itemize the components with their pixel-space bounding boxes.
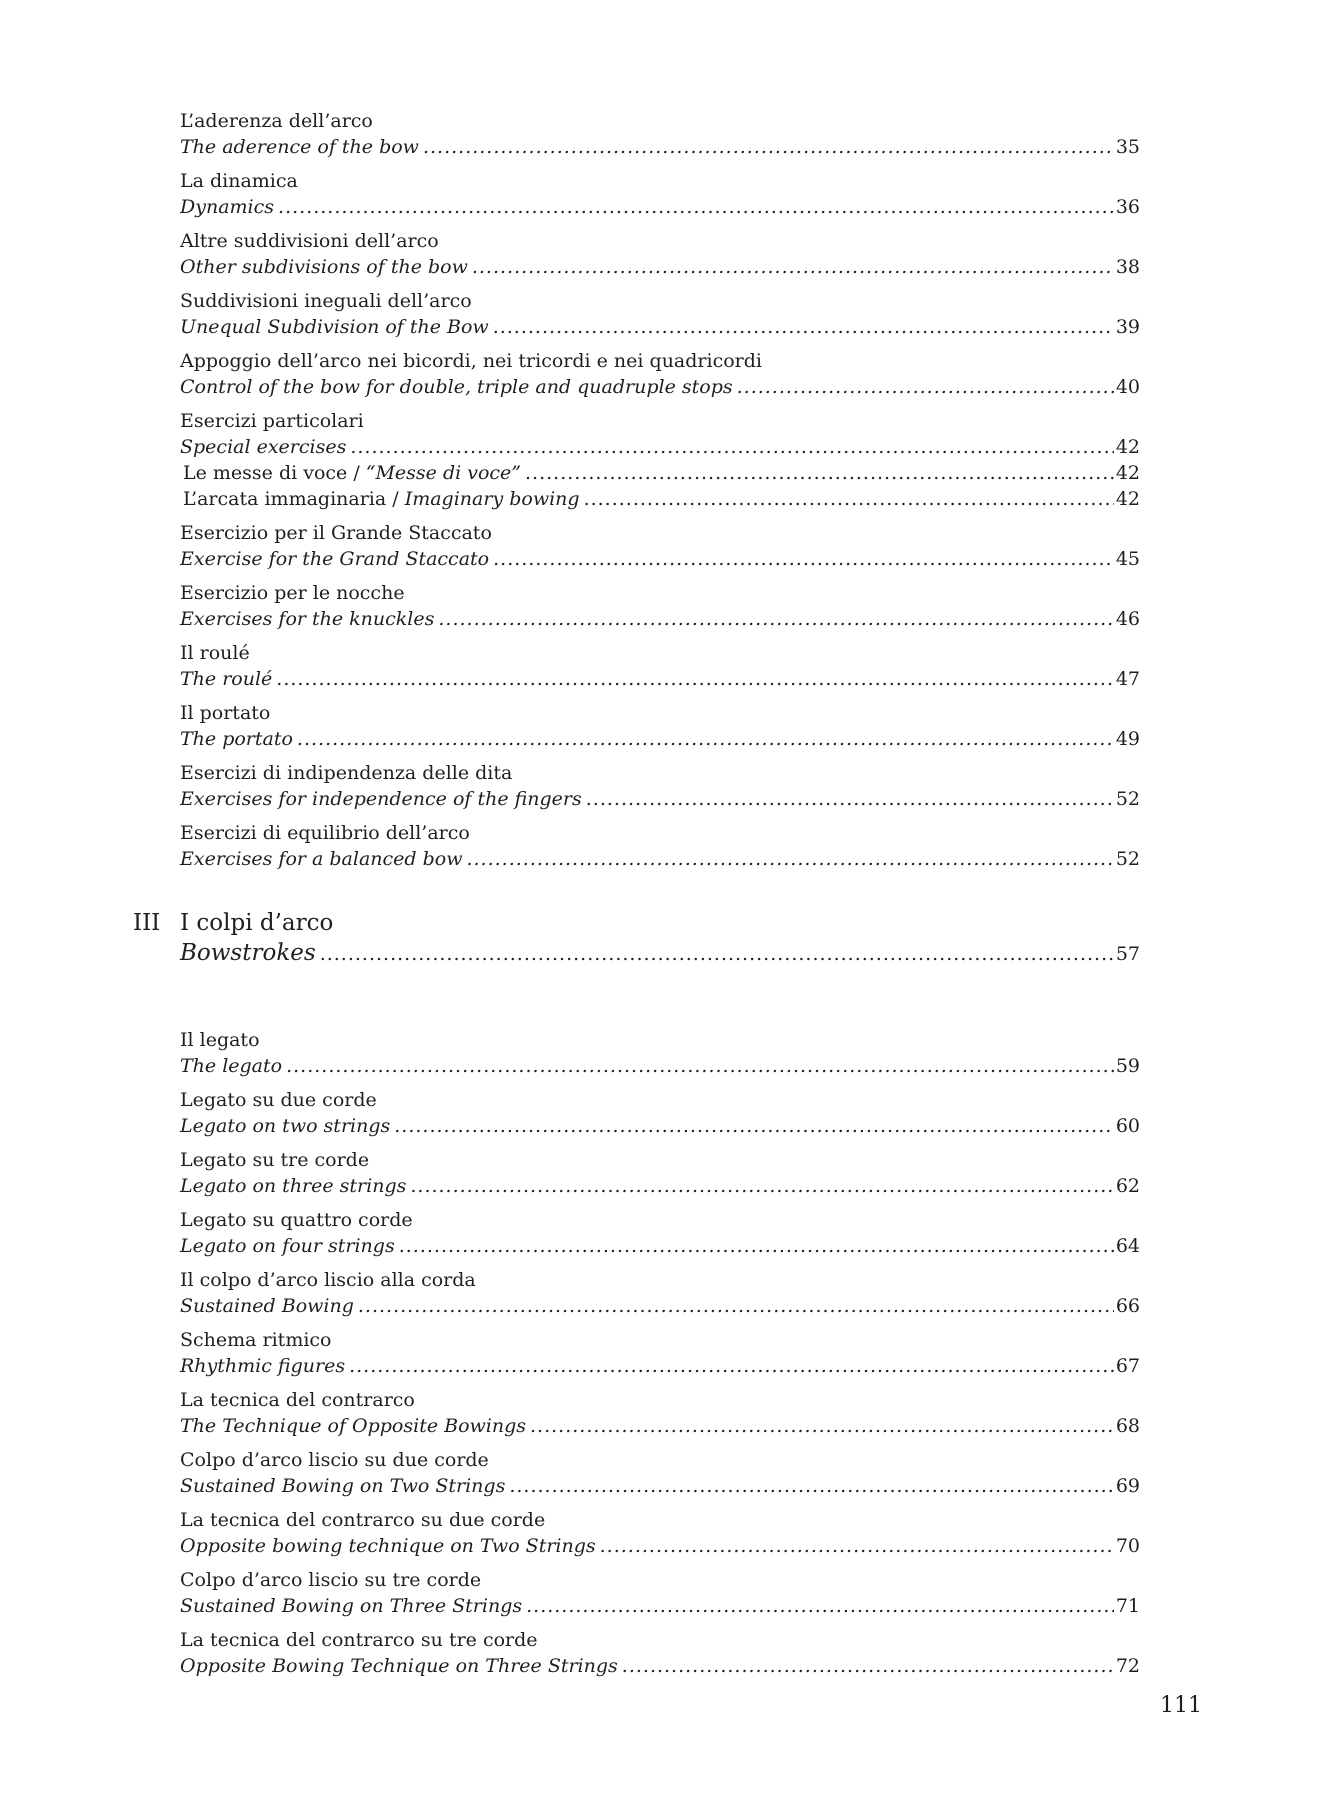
leader-dots — [509, 1473, 1113, 1499]
chapter-english-title: Bowstrokes — [180, 940, 316, 966]
entry-english-title: Dynamics — [180, 196, 275, 218]
entry-english-row — [180, 1353, 1140, 1379]
entry-english-row — [180, 194, 1140, 220]
leader-dots — [297, 726, 1114, 752]
leader-dots — [399, 1233, 1114, 1259]
entry-english-row — [180, 606, 1140, 632]
toc-entry — [180, 1207, 1140, 1259]
toc-entry — [180, 700, 1140, 752]
entry-english-row — [180, 546, 1140, 572]
entry-english-row — [180, 374, 1140, 400]
entry-english-row — [180, 134, 1140, 160]
entry-english-title: Opposite Bowing Technique on Three Strings — [180, 1655, 618, 1677]
page-number: 70 — [1115, 1535, 1140, 1557]
entry-italian-title: La tecnica del contrarco su due corde — [180, 1509, 546, 1531]
entry-english-title: Exercises for a balanced bow — [180, 848, 463, 870]
toc-entry — [180, 1447, 1140, 1499]
table-of-contents — [133, 108, 1140, 1687]
entry-english-row — [180, 666, 1140, 692]
leader-dots — [410, 1173, 1113, 1199]
entry-english-title: Exercise for the Grand Staccato — [180, 548, 490, 570]
entry-italian-title: Esercizio per il Grande Staccato — [180, 522, 492, 544]
toc-entry — [180, 520, 1140, 572]
entry-english-row — [180, 1413, 1140, 1439]
sub-entry-row — [180, 486, 1140, 512]
leader-dots — [276, 666, 1114, 692]
entry-english-title: The Technique of Opposite Bowings — [180, 1415, 526, 1437]
entry-english-row — [180, 1473, 1140, 1499]
entry-english-row — [180, 786, 1140, 812]
page-number: 47 — [1115, 668, 1140, 690]
sub-entry-row — [180, 460, 1140, 486]
entry-english-row — [180, 1533, 1140, 1559]
entry-english-title: The roulé — [180, 668, 273, 690]
entry-english-row — [180, 434, 1140, 460]
entry-italian-title: L’aderenza dell’arco — [180, 110, 373, 132]
page-number: 42 — [1115, 488, 1140, 510]
page-number: 46 — [1115, 608, 1140, 630]
chapter-numeral: III — [133, 910, 161, 936]
leader-dots — [472, 254, 1114, 280]
sub-entries — [180, 460, 1140, 512]
leader-dots — [737, 374, 1114, 400]
page-number: 36 — [1115, 196, 1140, 218]
page-number: 64 — [1115, 1235, 1140, 1257]
page-number: 35 — [1115, 136, 1140, 158]
entry-italian-title: Altre suddivisioni dell’arco — [180, 230, 439, 252]
leader-dots — [438, 606, 1113, 632]
leader-dots — [493, 546, 1114, 572]
toc-entry — [180, 1087, 1140, 1139]
entry-english-row — [180, 1233, 1140, 1259]
toc-entry — [180, 288, 1140, 340]
entry-italian-title: Suddivisioni ineguali dell’arco — [180, 290, 472, 312]
entry-italian-title: Schema ritmico — [180, 1329, 332, 1351]
entry-english-title: Exercises for the knuckles — [180, 608, 435, 630]
entry-english-title: The legato — [180, 1055, 283, 1077]
leader-dots — [320, 939, 1114, 969]
entry-english-title: Rhythmic figures — [180, 1355, 346, 1377]
page-number: 66 — [1115, 1295, 1140, 1317]
entry-english-title: Exercises for independence of the fingers — [180, 788, 582, 810]
page-number: 67 — [1115, 1355, 1140, 1377]
page-number: 71 — [1115, 1595, 1140, 1617]
leader-dots — [349, 1353, 1114, 1379]
entry-english-title: Sustained Bowing on Two Strings — [180, 1475, 506, 1497]
page-number: 68 — [1115, 1415, 1140, 1437]
entry-italian-title: Il portato — [180, 702, 271, 724]
entry-english-row — [180, 1593, 1140, 1619]
entry-italian-title: Legato su due corde — [180, 1089, 377, 1111]
entry-english-row — [180, 1113, 1140, 1139]
sub-entry-italian: L’arcata immaginaria / — [183, 488, 405, 510]
entry-english-row — [180, 846, 1140, 872]
entry-english-title: Sustained Bowing — [180, 1295, 354, 1317]
entry-italian-title: La dinamica — [180, 170, 298, 192]
leader-dots — [586, 786, 1114, 812]
page-number: 40 — [1115, 376, 1140, 398]
toc-entry — [180, 1567, 1140, 1619]
leader-dots — [350, 434, 1113, 460]
entry-italian-title: Colpo d’arco liscio su tre corde — [180, 1569, 482, 1591]
entry-english-row — [180, 726, 1140, 752]
entry-english-title: The aderence of the bow — [180, 136, 419, 158]
toc-entry — [180, 108, 1140, 160]
entry-italian-title: Esercizi particolari — [180, 410, 364, 432]
toc-entry — [180, 1147, 1140, 1199]
entry-english-row — [180, 1293, 1140, 1319]
toc-entry — [180, 1027, 1140, 1079]
page-number: 60 — [1115, 1115, 1140, 1137]
chapter-heading — [133, 908, 1140, 969]
entry-italian-title: Il colpo d’arco liscio alla corda — [180, 1269, 476, 1291]
entry-italian-title: Legato su quattro corde — [180, 1209, 413, 1231]
entry-english-row — [180, 1053, 1140, 1079]
toc-entry — [180, 228, 1140, 280]
sub-entry-english: Imaginary bowing — [404, 488, 580, 510]
entry-english-title: Other subdivisions of the bow — [180, 256, 468, 278]
page-number: 39 — [1115, 316, 1140, 338]
entry-english-title: Opposite bowing technique on Two Strings — [180, 1535, 596, 1557]
toc-entry — [180, 1267, 1140, 1319]
entry-english-title: Control of the bow for double, triple and quadruple stops — [180, 376, 733, 398]
leader-dots — [526, 1593, 1114, 1619]
entry-italian-title: Il roulé — [180, 642, 250, 664]
entry-italian-title: Esercizi di equilibrio dell’arco — [180, 822, 470, 844]
page-number: 45 — [1115, 548, 1140, 570]
leader-dots — [525, 460, 1114, 486]
leader-dots — [584, 486, 1114, 512]
entry-italian-title: La tecnica del contrarco su tre corde — [180, 1629, 538, 1651]
toc-entry — [180, 348, 1140, 400]
page-number: 57 — [1115, 943, 1140, 965]
entry-english-row — [180, 1653, 1140, 1679]
entry-english-title: Legato on two strings — [180, 1115, 391, 1137]
chapter-italian-title: I colpi d’arco — [180, 910, 334, 936]
toc-entry — [180, 1387, 1140, 1439]
entry-italian-title: Legato su tre corde — [180, 1149, 370, 1171]
entry-italian-title: Esercizio per le nocche — [180, 582, 405, 604]
leader-dots — [466, 846, 1113, 872]
page-number: 38 — [1115, 256, 1140, 278]
toc-entry — [180, 580, 1140, 632]
page-number: 69 — [1115, 1475, 1140, 1497]
entry-italian-title: La tecnica del contrarco — [180, 1389, 415, 1411]
page-number: 42 — [1115, 462, 1140, 484]
entry-english-title: Unequal Subdivision of the Bow — [180, 316, 489, 338]
toc-entry — [180, 168, 1140, 220]
toc-entry-special-exercises — [180, 408, 1140, 512]
entry-english-title: Sustained Bowing on Three Strings — [180, 1595, 523, 1617]
leader-dots — [358, 1293, 1114, 1319]
toc-entry — [180, 820, 1140, 872]
toc-entry — [180, 1507, 1140, 1559]
entry-italian-title: Esercizi di indipendenza delle dita — [180, 762, 513, 784]
page-number: 52 — [1115, 788, 1140, 810]
toc-entry — [180, 1627, 1140, 1679]
leader-dots — [394, 1113, 1114, 1139]
leader-dots — [622, 1653, 1114, 1679]
page-number: 72 — [1115, 1655, 1140, 1677]
page-number: 49 — [1115, 728, 1140, 750]
leader-dots — [278, 194, 1114, 220]
page-number: 52 — [1115, 848, 1140, 870]
sub-entry-italian: Le messe di voce / — [183, 462, 366, 484]
page-number: 42 — [1115, 436, 1140, 458]
entry-italian-title: Colpo d’arco liscio su due corde — [180, 1449, 489, 1471]
leader-dots — [530, 1413, 1114, 1439]
entry-english-row — [180, 314, 1140, 340]
leader-dots — [423, 134, 1114, 160]
leader-dots — [493, 314, 1114, 340]
leader-dots — [600, 1533, 1114, 1559]
entry-english-title: The portato — [180, 728, 293, 750]
entry-italian-title: Il legato — [180, 1029, 260, 1051]
leader-dots — [286, 1053, 1114, 1079]
sub-entry-english: “Messe di voce” — [365, 462, 522, 484]
entry-english-title: Legato on three strings — [180, 1175, 407, 1197]
entry-english-row — [180, 254, 1140, 280]
entry-english-row — [180, 1173, 1140, 1199]
entry-english-title: Legato on four strings — [180, 1235, 395, 1257]
entry-english-title: Special exercises — [180, 436, 347, 458]
page-folio: 111 — [1160, 1693, 1202, 1718]
page-number: 62 — [1115, 1175, 1140, 1197]
toc-entry — [180, 640, 1140, 692]
entry-italian-title: Appoggio dell’arco nei bicordi, nei tricordi e nei quadricordi — [180, 350, 762, 372]
toc-entry — [180, 760, 1140, 812]
chapter-english-row — [180, 938, 1140, 969]
toc-entry — [180, 1327, 1140, 1379]
page-number: 59 — [1115, 1055, 1140, 1077]
